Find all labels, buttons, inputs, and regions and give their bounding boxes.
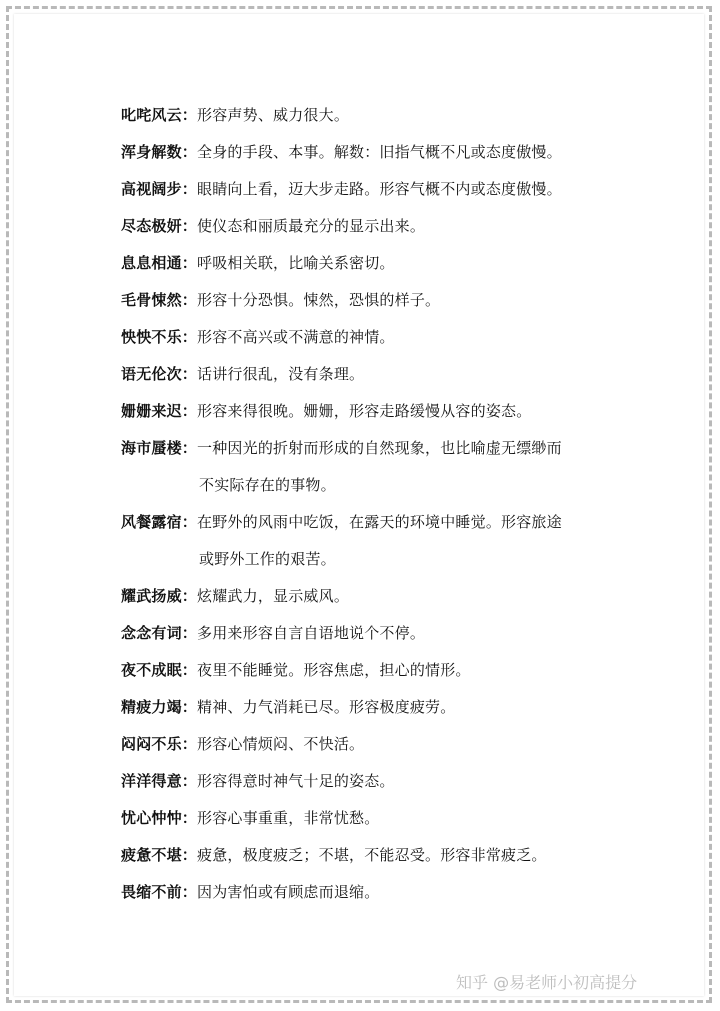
idiom-term: 精疲力竭： (121, 698, 198, 716)
idiom-entry (121, 800, 641, 837)
idiom-term: 语无伦次： (121, 365, 198, 383)
idiom-term: 夜不成眠： (121, 661, 198, 679)
idiom-term: 浑身解数： (121, 143, 198, 161)
idiom-definition: 疲惫，极度疲乏；不堪，不能忍受。形容非常疲乏。 (197, 846, 547, 864)
idiom-term: 闷闷不乐： (121, 735, 198, 753)
idiom-term: 尽态极妍： (121, 217, 198, 235)
idiom-definition: 炫耀武力，显示威风。 (197, 587, 350, 605)
idiom-entry (121, 504, 641, 578)
idiom-term: 姗姗来迟： (121, 402, 198, 420)
idiom-term: 风餐露宿： (121, 513, 198, 531)
idiom-entry (121, 615, 641, 652)
idiom-entry (121, 689, 641, 726)
idiom-entry (121, 319, 641, 356)
idiom-definition: 眼睛向上看，迈大步走路。形容气概不内或态度傲慢。 (197, 180, 562, 198)
idiom-term: 怏怏不乐： (121, 328, 198, 346)
idiom-entry (121, 134, 641, 171)
idiom-term: 海市蜃楼： (121, 439, 198, 457)
idiom-term: 息息相通： (121, 254, 198, 272)
zhihu-watermark: 知乎 @易老师小初高提分 (456, 973, 638, 992)
idiom-definition: 一种因光的折射而形成的自然现象，也比喻虚无缥缈而 (197, 439, 562, 457)
idiom-definition: 夜里不能睡觉。形容焦虑，担心的情形。 (197, 661, 471, 679)
idiom-entry (121, 578, 641, 615)
idiom-definition: 形容心情烦闷、不快活。 (197, 735, 365, 753)
idiom-term: 叱咤风云： (121, 106, 198, 124)
idiom-definition-continued: 不实际存在的事物。 (199, 476, 336, 494)
idiom-entry (121, 208, 641, 245)
idiom-definition: 形容来得很晚。姗姗，形容走路缓慢从容的姿态。 (197, 402, 532, 420)
idiom-entry (121, 282, 641, 319)
idiom-definition: 全身的手段、本事。解数：旧指气概不凡或态度傲慢。 (197, 143, 562, 161)
idiom-list (121, 97, 641, 911)
idiom-entry (121, 652, 641, 689)
idiom-term: 洋洋得意： (121, 772, 198, 790)
idiom-entry (121, 726, 641, 763)
idiom-definition: 形容十分恐惧。悚然，恐惧的样子。 (197, 291, 441, 309)
idiom-term: 疲惫不堪： (121, 846, 198, 864)
idiom-term: 畏缩不前： (121, 883, 198, 901)
idiom-term: 耀武扬威： (121, 587, 198, 605)
idiom-entry (121, 837, 641, 874)
idiom-entry (121, 356, 641, 393)
idiom-definition: 使仪态和丽质最充分的显示出来。 (197, 217, 426, 235)
idiom-definition: 形容声势、威力很大。 (197, 106, 350, 124)
idiom-entry (121, 763, 641, 800)
idiom-entry (121, 97, 641, 134)
idiom-definition: 形容不高兴或不满意的神情。 (197, 328, 395, 346)
idiom-term: 忧心忡忡： (121, 809, 198, 827)
idiom-definition: 在野外的风雨中吃饭，在露天的环境中睡觉。形容旅途 (197, 513, 562, 531)
idiom-definition: 多用来形容自言自语地说个不停。 (197, 624, 426, 642)
idiom-definition-continued: 或野外工作的艰苦。 (199, 550, 336, 568)
idiom-definition: 精神、力气消耗已尽。形容极度疲劳。 (197, 698, 456, 716)
idiom-entry (121, 874, 641, 911)
idiom-entry (121, 430, 641, 504)
idiom-definition: 因为害怕或有顾虑而退缩。 (197, 883, 380, 901)
idiom-term: 念念有词： (121, 624, 198, 642)
idiom-term: 高视阔步： (121, 180, 198, 198)
idiom-entry (121, 393, 641, 430)
idiom-definition: 呼吸相关联，比喻关系密切。 (197, 254, 395, 272)
idiom-entry (121, 171, 641, 208)
idiom-term: 毛骨悚然： (121, 291, 198, 309)
idiom-entry (121, 245, 641, 282)
idiom-definition: 形容得意时神气十足的姿态。 (197, 772, 395, 790)
idiom-definition: 话讲行很乱，没有条理。 (197, 365, 365, 383)
idiom-definition: 形容心事重重，非常忧愁。 (197, 809, 380, 827)
